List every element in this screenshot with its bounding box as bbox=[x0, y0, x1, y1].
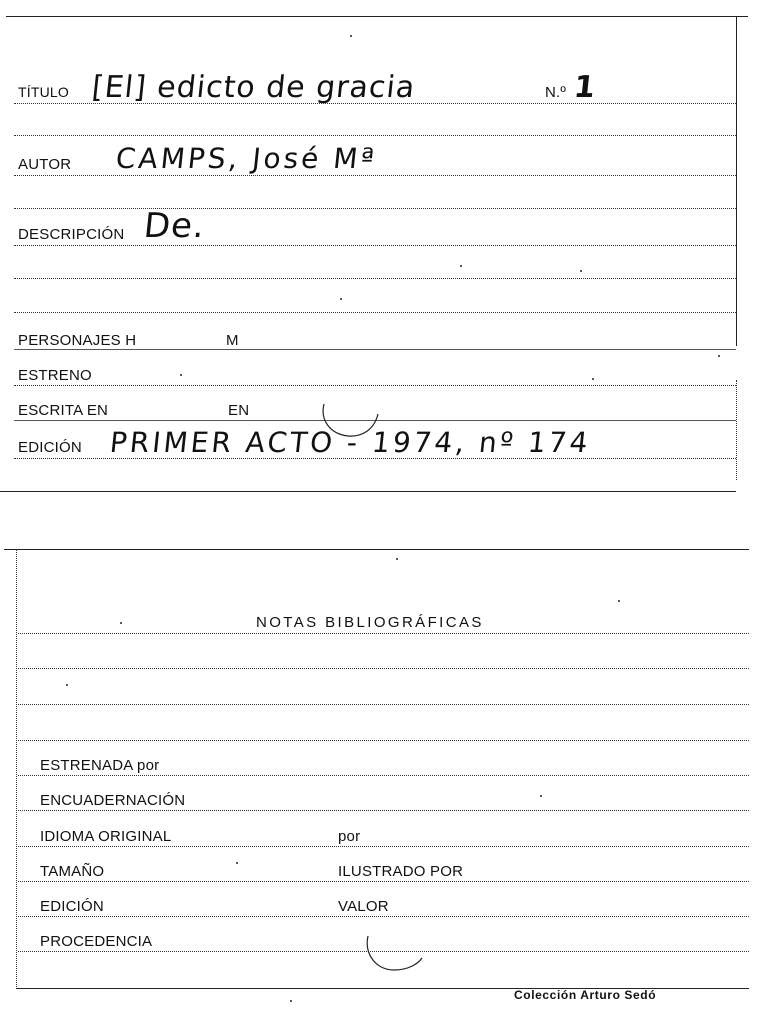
estreno-rule bbox=[14, 385, 736, 386]
personajes-m-label: M bbox=[226, 332, 239, 349]
speck bbox=[350, 35, 352, 37]
en-label: EN bbox=[228, 402, 250, 419]
punch-hole-mark-top bbox=[316, 400, 386, 444]
notas-rule-2 bbox=[18, 668, 749, 669]
titulo-label: TÍTULO bbox=[18, 84, 69, 100]
escrita-en-label: ESCRITA EN bbox=[18, 402, 109, 419]
idioma-por-label: por bbox=[338, 828, 361, 845]
tamano-rule bbox=[18, 881, 749, 882]
estreno-label: ESTRENO bbox=[18, 367, 92, 384]
speck bbox=[618, 600, 620, 602]
titulo-value: [El] edicto de gracia bbox=[90, 70, 418, 105]
descripcion-rule-3 bbox=[14, 312, 736, 313]
speck bbox=[66, 684, 68, 686]
speck bbox=[718, 355, 720, 357]
notas-rule-3 bbox=[18, 704, 749, 705]
valor-label: VALOR bbox=[338, 898, 389, 915]
ilustrado-label: ILUSTRADO POR bbox=[338, 863, 464, 880]
card-top-border bbox=[6, 16, 748, 17]
edicion-value: PRIMER ACTO - 1974, nº 174 bbox=[108, 426, 593, 459]
speck bbox=[460, 265, 462, 267]
autor-label: AUTOR bbox=[18, 156, 72, 173]
descripcion-label: DESCRIPCIÓN bbox=[18, 226, 125, 243]
speck bbox=[396, 558, 398, 560]
speck bbox=[592, 378, 594, 380]
spacer-rule-2 bbox=[14, 208, 736, 209]
descripcion-value: De. bbox=[141, 206, 208, 246]
edicion-label: EDICIÓN bbox=[18, 439, 82, 456]
tamano-label: TAMAÑO bbox=[40, 863, 105, 880]
titulo-rule bbox=[14, 103, 736, 104]
card-right-border-lower bbox=[736, 380, 737, 480]
procedencia-label: PROCEDENCIA bbox=[40, 933, 153, 950]
card-bottom-border bbox=[0, 491, 736, 492]
encuadernacion-label: ENCUADERNACIÓN bbox=[40, 792, 186, 809]
speck bbox=[340, 298, 342, 300]
speck bbox=[120, 622, 122, 624]
card2-left-border bbox=[16, 549, 17, 989]
speck bbox=[180, 374, 182, 376]
descripcion-rule-2 bbox=[14, 278, 736, 279]
estrenada-label: ESTRENADA por bbox=[40, 757, 160, 774]
edicion-bottom-rule bbox=[18, 916, 749, 917]
speck bbox=[580, 270, 582, 272]
speck bbox=[540, 795, 542, 797]
idioma-label: IDIOMA ORIGINAL bbox=[40, 828, 172, 845]
edicion-bottom-label: EDICIÓN bbox=[40, 898, 104, 915]
encuadernacion-rule bbox=[18, 810, 749, 811]
numero-label: N.º bbox=[545, 84, 567, 101]
notas-rule bbox=[18, 633, 749, 634]
card2-top-border bbox=[4, 549, 749, 550]
coleccion-label: Colección Arturo Sedó bbox=[514, 988, 657, 1002]
estrenada-rule bbox=[18, 775, 749, 776]
card-right-border bbox=[736, 16, 737, 346]
notas-heading: NOTAS BIBLIOGRÁFICAS bbox=[256, 614, 484, 631]
speck bbox=[236, 862, 238, 864]
edicion-rule bbox=[14, 458, 736, 459]
descripcion-rule bbox=[14, 245, 736, 246]
numero-value: 1 bbox=[572, 70, 598, 105]
punch-hole-mark-bottom bbox=[360, 932, 430, 978]
personajes-label: PERSONAJES H bbox=[18, 332, 137, 349]
autor-rule bbox=[14, 175, 736, 176]
personajes-rule bbox=[14, 349, 736, 350]
notas-rule-4 bbox=[18, 740, 749, 741]
autor-value: CAMPS, José Mª bbox=[114, 142, 379, 175]
spacer-rule-1 bbox=[14, 135, 736, 136]
idioma-rule bbox=[18, 846, 749, 847]
speck bbox=[290, 1000, 292, 1002]
